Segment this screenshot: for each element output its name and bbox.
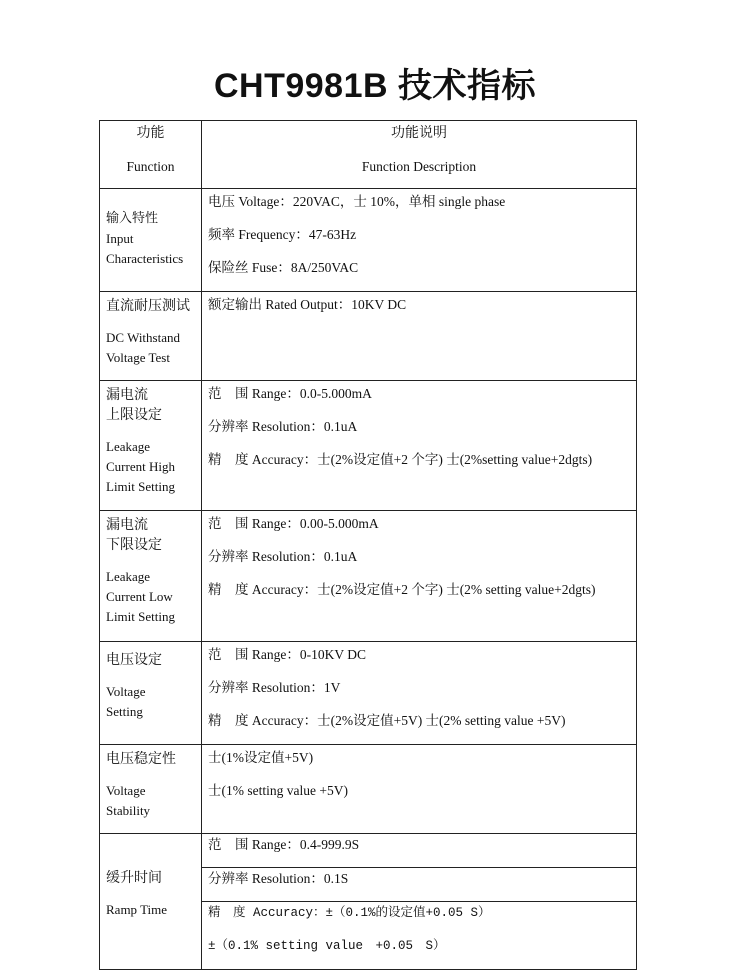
- table-row: [100, 642, 637, 745]
- table-row: [100, 745, 637, 834]
- description-line: 电压 Voltage：220VAC，士 10%，单相 single phase: [208, 194, 506, 209]
- function-cell: [100, 292, 202, 381]
- description-line: 范 围 Range：0.4-999.9S: [208, 837, 360, 852]
- function-cell: [100, 745, 202, 834]
- function-name-en: Setting: [106, 704, 143, 719]
- function-name-en: Voltage Test: [106, 350, 170, 365]
- description-line: 范 围 Range：0-10KV DC: [208, 647, 366, 662]
- function-cell: [100, 511, 202, 642]
- function-name-en: Voltage: [106, 783, 146, 798]
- function-name-en: DC Withstand: [106, 330, 180, 345]
- function-name-en: Current Low: [106, 589, 173, 604]
- description-line: 精 度 Accuracy：±（0.1%的设定值+0.05 S）: [208, 906, 491, 920]
- description-line: 频率 Frequency：47-63Hz: [208, 227, 357, 242]
- description-line: 分辨率 Resolution：0.1S: [208, 871, 349, 886]
- description-line: 士(1%设定值+5V): [208, 750, 314, 765]
- description-cell: [202, 189, 637, 292]
- description-cell: [202, 834, 637, 868]
- description-line: 分辨率 Resolution：0.1uA: [208, 419, 358, 434]
- header-function-cell: [100, 121, 202, 189]
- description-cell: [202, 868, 637, 902]
- description-cell: [202, 511, 637, 642]
- description-line: 士(1% setting value +5V): [208, 783, 348, 798]
- description-cell: [202, 642, 637, 745]
- function-name-en: Limit Setting: [106, 609, 175, 624]
- description-line: 范 围 Range：0.00-5.000mA: [208, 516, 379, 531]
- description-cell: [202, 902, 637, 970]
- table-row: [100, 381, 637, 511]
- function-name-cn: 电压稳定性: [106, 751, 176, 767]
- header-description-cn: 功能说明: [391, 125, 447, 141]
- function-name-en: Leakage: [106, 569, 151, 584]
- description-line: 范 围 Range：0.0-5.000mA: [208, 386, 372, 401]
- table-row: [100, 292, 637, 381]
- function-name-en: Limit Setting: [106, 479, 175, 494]
- header-description-en: Function Description: [361, 159, 477, 174]
- header-function-en: Function: [126, 159, 175, 174]
- header-function-cn: 功能: [136, 125, 165, 141]
- function-name-en: Current High: [106, 459, 175, 474]
- function-name-cn: 直流耐压测试: [106, 298, 190, 314]
- function-name-en: Stability: [106, 803, 151, 818]
- function-name-en: Ramp Time: [106, 902, 168, 917]
- description-line: 精 度 Accuracy：士(2%设定值+2 个字) 士(2%setting value+2dgts): [208, 452, 593, 467]
- function-name-cn: 上限设定: [106, 407, 162, 423]
- function-name-en: Characteristics: [106, 251, 184, 266]
- function-name-cn: 电压设定: [106, 652, 162, 668]
- description-line: 额定输出 Rated Output：10KV DC: [208, 297, 407, 312]
- function-name-en: Voltage: [106, 684, 146, 699]
- description-line: ±（0.1% setting value +0.05 S）: [208, 939, 446, 953]
- table-row: [100, 189, 637, 292]
- description-cell: [202, 381, 637, 511]
- description-line: 保险丝 Fuse：8A/250VAC: [208, 260, 359, 275]
- description-line: 分辨率 Resolution：1V: [208, 680, 341, 695]
- function-name-cn: 下限设定: [106, 537, 162, 553]
- function-name-en: Leakage: [106, 439, 151, 454]
- table-row: [100, 511, 637, 642]
- function-cell: [100, 381, 202, 511]
- function-cell: [100, 642, 202, 745]
- description-line: 分辨率 Resolution：0.1uA: [208, 549, 358, 564]
- header-description-cell: [202, 121, 637, 189]
- function-cell: [100, 834, 202, 970]
- table-header-row: [100, 121, 637, 189]
- function-name-cn: 输入特性: [106, 211, 159, 226]
- description-cell: [202, 292, 637, 381]
- spec-table: [99, 120, 637, 970]
- function-name-cn: 缓升时间: [106, 870, 162, 886]
- table-row: [100, 834, 637, 868]
- description-line: 精 度 Accuracy：士(2%设定值+2 个字) 士(2% setting value+2dgts): [208, 582, 596, 597]
- function-cell: [100, 189, 202, 292]
- description-cell: [202, 745, 637, 834]
- function-name-cn: 漏电流: [106, 517, 148, 533]
- page-title: CHT9981B 技术指标: [213, 67, 536, 105]
- description-line: 精 度 Accuracy：士(2%设定值+5V) 士(2% setting value +5V): [208, 713, 566, 728]
- function-name-en: Input: [106, 231, 134, 246]
- function-name-cn: 漏电流: [106, 387, 148, 403]
